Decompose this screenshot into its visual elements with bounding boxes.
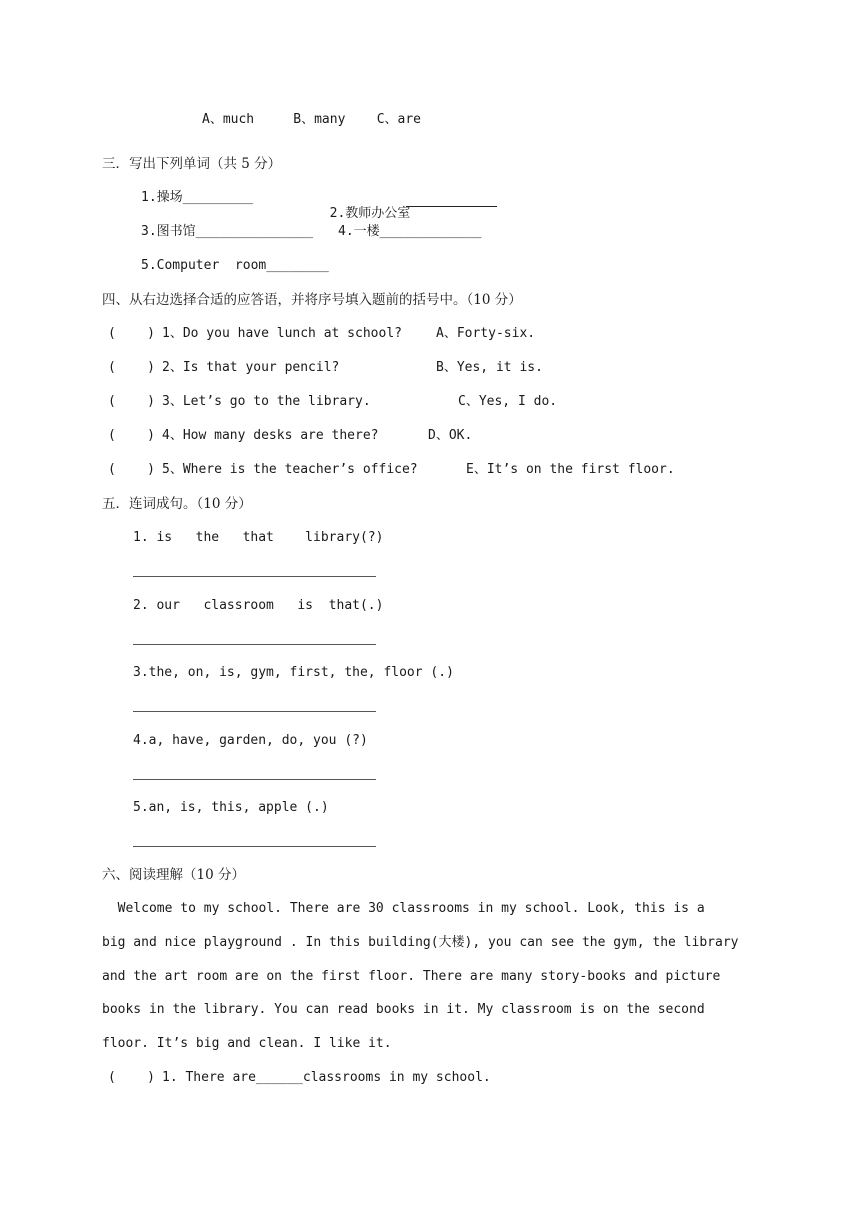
match-row-4-question: 4、How many desks are there? (162, 428, 379, 443)
sentence-answer-line-5 (133, 846, 376, 847)
vocab-item-3: 3.图书馆_______________ (141, 224, 314, 239)
match-row-3-question: 3、Let’s go to the library. (162, 394, 371, 409)
section-3-title: 三．写出下列单词（共 5 分） (102, 156, 282, 172)
sentence-answer-line-2 (133, 644, 376, 645)
sentence-answer-line-3 (133, 711, 376, 712)
match-row-5-question: 5、Where is the teacher’s office? (162, 462, 418, 477)
reading-question-1: 1. There are______classrooms in my school. (162, 1070, 491, 1085)
vocab-item-2-label: 2.教师办公室 (329, 206, 411, 221)
match-row-4-paren: ( ) (108, 428, 155, 443)
question-options: A、much B、many C、are (202, 112, 422, 127)
vocab-item-5: 5.Computer room________ (141, 258, 329, 273)
match-row-5-answer: E、It’s on the first floor. (466, 462, 675, 477)
match-row-1-answer: A、Forty-six. (436, 326, 536, 341)
match-row-2-answer: B、Yes, it is. (436, 360, 543, 375)
sentence-item-5: 5.an, is, this, apple (.) (133, 800, 329, 815)
sentence-answer-line-4 (133, 779, 376, 780)
match-row-5-paren: ( ) (108, 462, 155, 477)
section-6-title: 六、阅读理解（10 分） (102, 867, 245, 883)
sentence-item-2: 2. our classroom is that(.) (133, 598, 384, 613)
match-row-4-answer: D、OK. (428, 428, 473, 443)
sentence-item-4: 4.a, have, garden, do, you (?) (133, 733, 368, 748)
vocab-item-2 (314, 190, 410, 222)
reading-question-1-paren: ( ) (108, 1070, 155, 1085)
section-5-title: 五．连词成句。（10 分） (102, 496, 252, 512)
sentence-item-1: 1. is the that library(?) (133, 530, 384, 545)
passage-line-3: and the art room are on the first floor. There are many story-books and picture (102, 969, 721, 984)
passage-line-2: big and nice playground . In this building(大楼), you can see the gym, the library (102, 935, 739, 950)
sentence-item-3: 3.the, on, is, gym, first, the, floor (.) (133, 665, 454, 680)
sentence-answer-line-1 (133, 576, 376, 577)
vocab-item-4: 4.一楼_____________ (338, 224, 482, 239)
match-row-2-question: 2、Is that your pencil? (162, 360, 340, 375)
match-row-3-answer: C、Yes, I do. (458, 394, 558, 409)
vocab-item-2-answer-line (406, 206, 497, 207)
match-row-2-paren: ( ) (108, 360, 155, 375)
match-row-1-paren: ( ) (108, 326, 155, 341)
match-row-3-paren: ( ) (108, 394, 155, 409)
match-row-1-question: 1、Do you have lunch at school? (162, 326, 402, 341)
passage-line-5: floor. It’s big and clean. I like it. (102, 1036, 392, 1051)
vocab-item-1: 1.操场_________ (141, 190, 254, 205)
passage-line-4: books in the library. You can read books in it. My classroom is on the second (102, 1002, 705, 1017)
passage-line-1: Welcome to my school. There are 30 classrooms in my school. Look, this is a (102, 901, 705, 916)
section-4-title: 四、从右边选择合适的应答语，并将序号填入题前的括号中。（10 分） (102, 292, 522, 308)
